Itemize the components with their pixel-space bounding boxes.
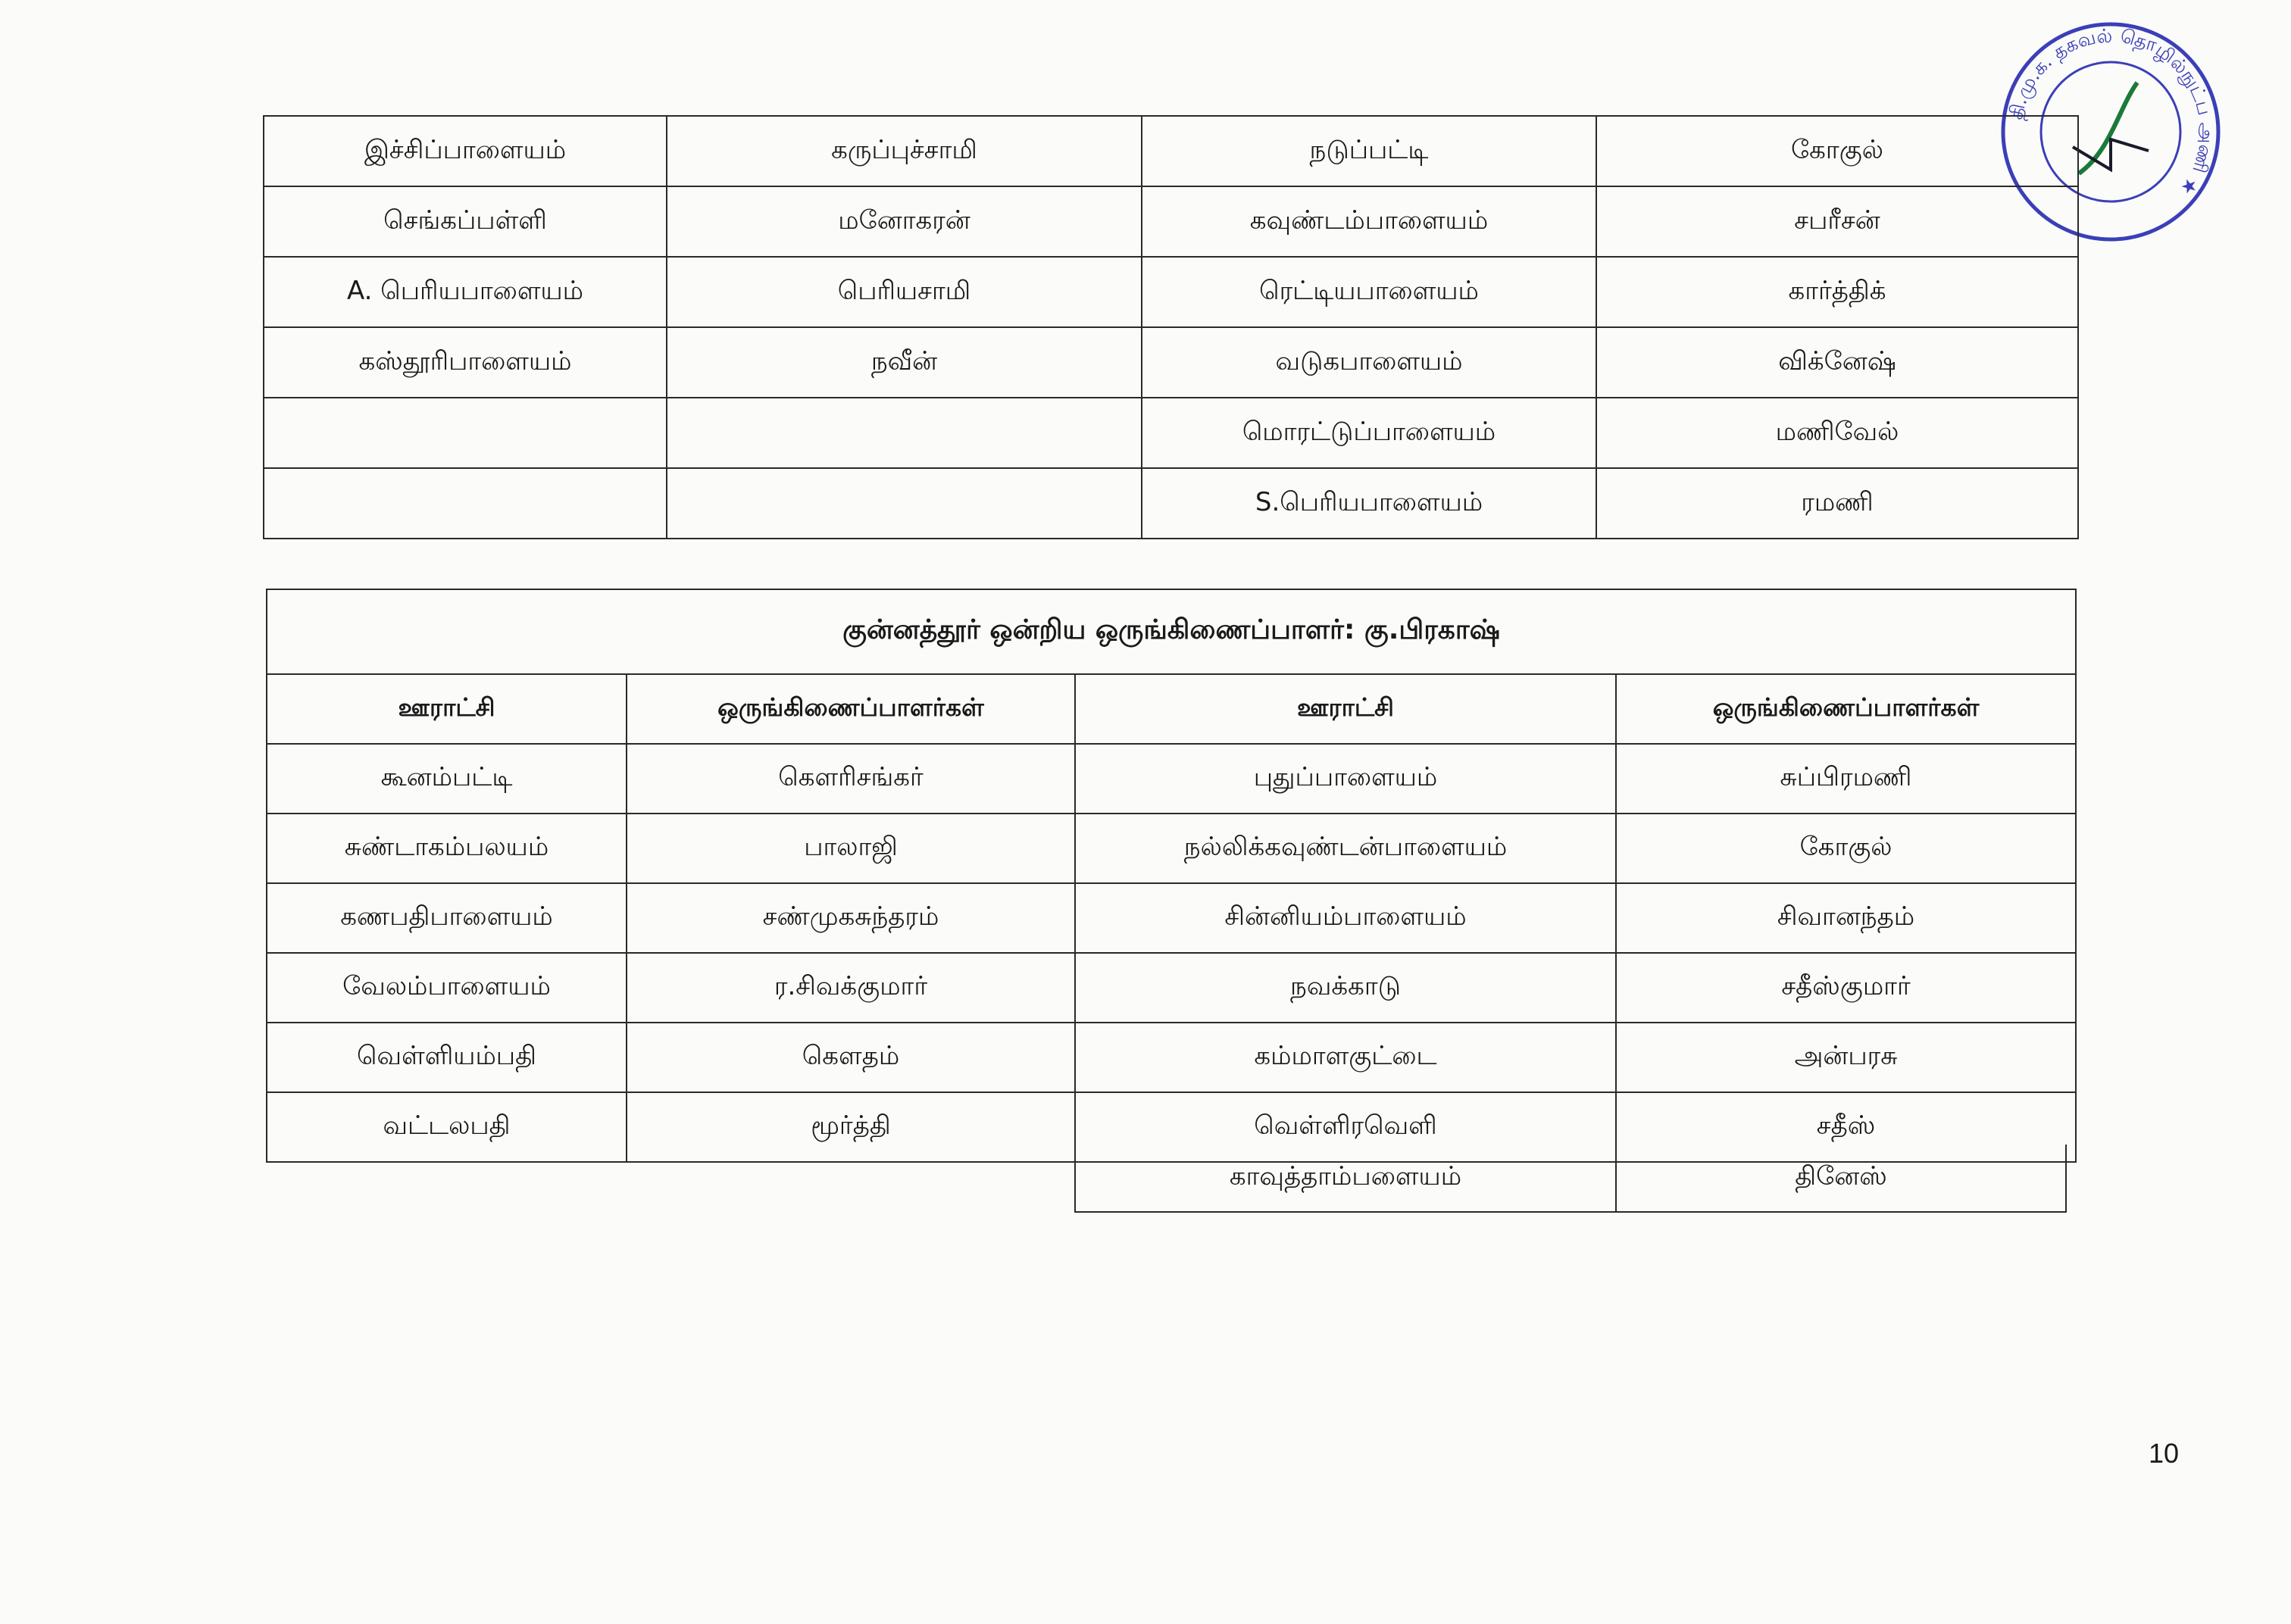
page-number: 10 <box>2149 1438 2180 1469</box>
coordinator-cell <box>667 468 1142 539</box>
table-title: குன்னத்தூர் ஒன்றிய ஒருங்கிணைப்பாளர்: கு.பிரகாஷ் <box>267 589 2076 674</box>
coordinator-cell: சபரீசன் <box>1596 186 2078 257</box>
panchayat-cell: நவக்காடு <box>1075 953 1616 1023</box>
coordinator-cell <box>667 398 1142 468</box>
table-extra-row <box>1074 1145 2067 1213</box>
coordinator-cell: கருப்புச்சாமி <box>667 116 1142 186</box>
panchayat-cell: நல்லிக்கவுண்டன்பாளையம் <box>1075 814 1616 883</box>
coordinator-cell: கார்த்திக் <box>1596 257 2078 327</box>
header-panchayat: ஊராட்சி <box>1075 674 1616 744</box>
table-row <box>264 398 2078 468</box>
coordinator-cell: மணிவேல் <box>1596 398 2078 468</box>
coordinator-cell: பெரியசாமி <box>667 257 1142 327</box>
coordinator-cell: மனோகரன் <box>667 186 1142 257</box>
panchayat-cell: இச்சிப்பாளையம் <box>264 116 667 186</box>
coordinator-cell: கோகுல் <box>1596 116 2078 186</box>
panchayat-cell: ரெட்டியபாளையம் <box>1142 257 1596 327</box>
coordinator-cell: கௌதம் <box>627 1023 1075 1092</box>
coordinator-cell: கோகுல் <box>1616 814 2076 883</box>
panchayat-cell: வட்டலபதி <box>267 1092 627 1162</box>
panchayat-cell: கணபதிபாளையம் <box>267 883 627 953</box>
table-row <box>267 744 2076 814</box>
coordinator-cell: விக்னேஷ் <box>1596 327 2078 398</box>
header-panchayat: ஊராட்சி <box>267 674 627 744</box>
coordinator-cell: சுப்பிரமணி <box>1616 744 2076 814</box>
coordinator-cell: நவீன் <box>667 327 1142 398</box>
panchayat-cell: சுண்டாகம்பலயம் <box>267 814 627 883</box>
table-row <box>264 468 2078 539</box>
table-row <box>264 257 2078 327</box>
panchayat-cell: A. பெரியபாளையம் <box>264 257 667 327</box>
coordinator-cell: ரமணி <box>1596 468 2078 539</box>
coordinator-cell: சதீஸ்குமார் <box>1616 953 2076 1023</box>
panchayat-cell: கவுண்டம்பாளையம் <box>1142 186 1596 257</box>
table-row <box>267 1023 2076 1092</box>
panchayat-cell: வெள்ளியம்பதி <box>267 1023 627 1092</box>
panchayat-cell: மொரட்டுப்பாளையம் <box>1142 398 1596 468</box>
panchayat-cell: புதுப்பாளையம் <box>1075 744 1616 814</box>
table-row <box>267 953 2076 1023</box>
header-coordinators: ஒருங்கிணைப்பாளர்கள் <box>1616 674 2076 744</box>
table-row <box>264 116 2078 186</box>
panchayat-cell: வெள்ளிரவெளி <box>1075 1092 1616 1162</box>
table-row <box>264 186 2078 257</box>
panchayat-cell: காவுத்தாம்பளையம் <box>1076 1145 1617 1211</box>
coordinator-cell: சண்முகசுந்தரம் <box>627 883 1075 953</box>
coordinator-cell: ர.சிவக்குமார் <box>627 953 1075 1023</box>
coordinator-cell: கௌரிசங்கர் <box>627 744 1075 814</box>
svg-text:தி.மு.க. தகவல் தொழில்நுட்ப அணி: தி.மு.க. தகவல் தொழில்நுட்ப அணி ★ <box>2004 23 2218 200</box>
panchayat-cell: S.பெரியபாளையம் <box>1142 468 1596 539</box>
coordinator-cell: அன்பரசு <box>1616 1023 2076 1092</box>
panchayat-cell: சின்னியம்பாளையம் <box>1075 883 1616 953</box>
panchayat-cell <box>264 468 667 539</box>
coordinators-table-continued <box>263 115 2079 539</box>
panchayat-cell: கம்மாளகுட்டை <box>1075 1023 1616 1092</box>
panchayat-cell: வேலம்பாளையம் <box>267 953 627 1023</box>
panchayat-cell <box>264 398 667 468</box>
table-row <box>267 814 2076 883</box>
table-row <box>264 327 2078 398</box>
table-header-row <box>267 674 2076 744</box>
coordinator-cell: தினேஸ் <box>1795 1161 1887 1191</box>
panchayat-cell: கஸ்தூரிபாளையம் <box>264 327 667 398</box>
table-title-row <box>267 589 2076 674</box>
coordinator-cell: சதீஸ் <box>1616 1092 2076 1162</box>
panchayat-cell: செங்கப்பள்ளி <box>264 186 667 257</box>
table-row <box>267 883 2076 953</box>
header-coordinators: ஒருங்கிணைப்பாளர்கள் <box>627 674 1075 744</box>
panchayat-cell: நடுப்பட்டி <box>1142 116 1596 186</box>
coordinator-cell: சிவானந்தம் <box>1616 883 2076 953</box>
panchayat-cell: கூனம்பட்டி <box>267 744 627 814</box>
coordinator-cell: பாலாஜி <box>627 814 1075 883</box>
panchayat-cell: வடுகபாளையம் <box>1142 327 1596 398</box>
coordinator-cell: மூர்த்தி <box>627 1092 1075 1162</box>
kunnathur-coordinators-table <box>266 589 2077 1163</box>
